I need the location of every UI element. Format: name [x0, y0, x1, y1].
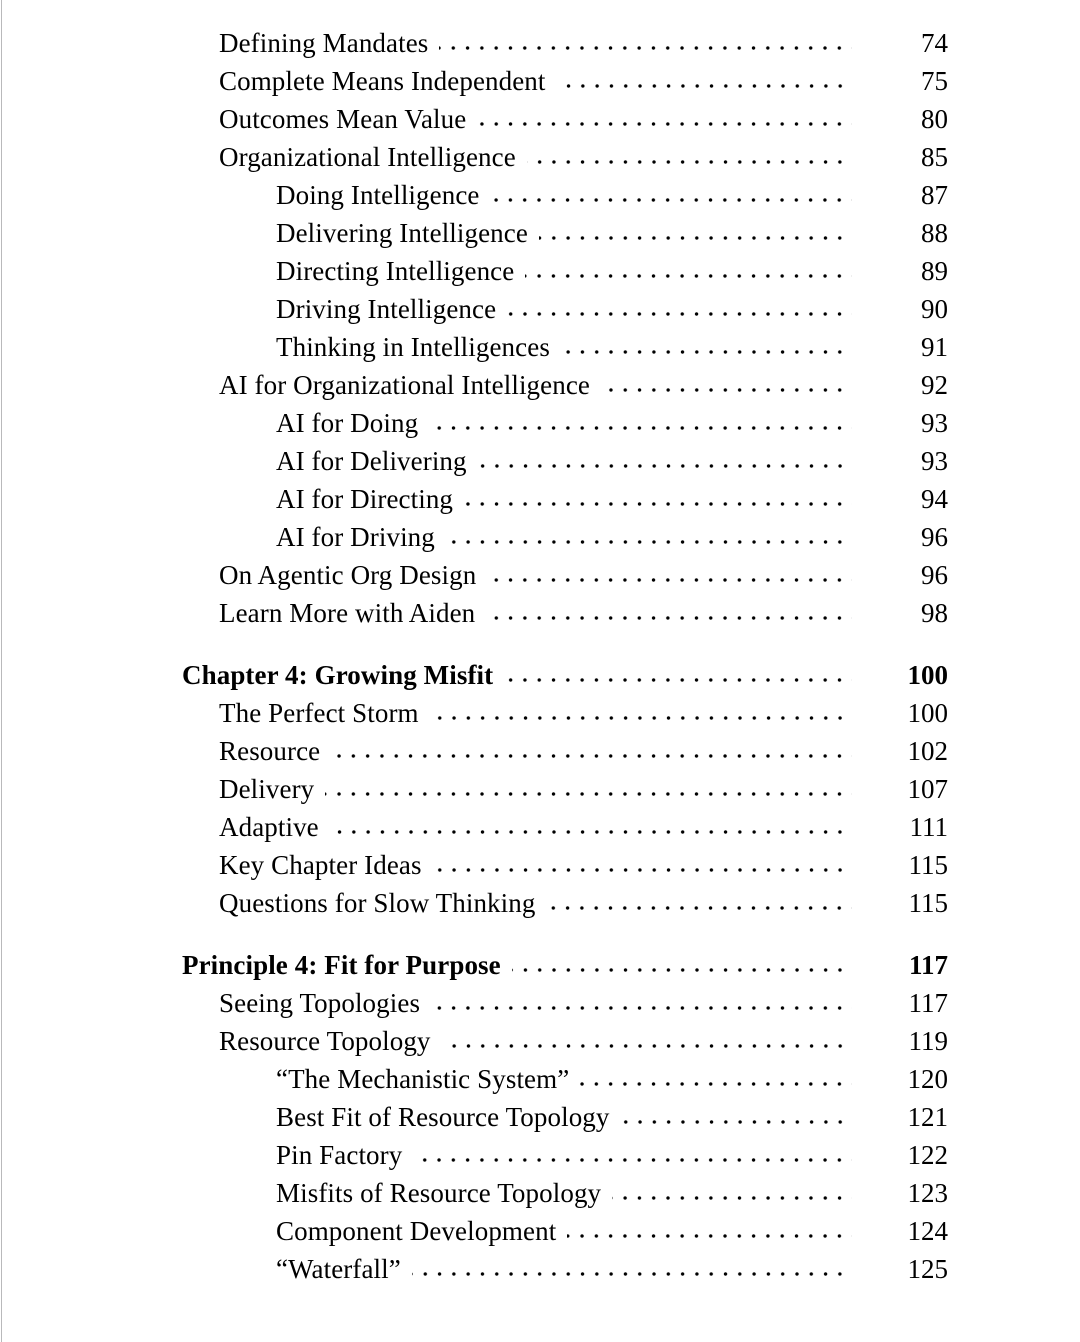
toc-entry[interactable] — [0, 732, 1080, 770]
toc-entry[interactable] — [0, 1174, 1080, 1212]
toc-entry-inner — [276, 518, 948, 556]
toc-entry[interactable] — [0, 946, 1080, 984]
toc-entry-title: Misfits of Resource Topology — [276, 1178, 602, 1208]
toc-entry[interactable] — [0, 138, 1080, 176]
toc-entry[interactable] — [0, 1136, 1080, 1174]
dot-leader — [580, 1066, 852, 1093]
toc-page-number: 107 — [907, 774, 948, 804]
toc-entry-title: Key Chapter Ideas — [219, 850, 422, 880]
toc-entry-inner — [276, 1136, 948, 1174]
toc-entry-inner — [182, 656, 948, 694]
toc-entry-title: Organizational Intelligence — [219, 142, 516, 172]
toc-entry-title: Outcomes Mean Value — [219, 104, 467, 134]
toc-entry-inner — [219, 594, 948, 632]
toc-entry[interactable] — [0, 1022, 1080, 1060]
dot-leader — [430, 700, 852, 727]
dot-leader — [464, 486, 852, 513]
dot-leader — [601, 372, 852, 399]
toc-entry-inner — [219, 770, 948, 808]
toc-page-number: 100 — [907, 660, 948, 690]
toc-page-number: 88 — [921, 218, 948, 248]
dot-leader — [567, 1218, 852, 1245]
toc-entry-title: Driving Intelligence — [276, 294, 497, 324]
toc-entry-inner — [219, 808, 948, 846]
toc-entry-title: Delivering Intelligence — [276, 218, 528, 248]
toc-page-number: 74 — [921, 28, 948, 58]
toc-entry-inner — [219, 694, 948, 732]
toc-entry[interactable] — [0, 100, 1080, 138]
toc-entry[interactable] — [0, 984, 1080, 1022]
toc-entry-title: AI for Directing — [276, 484, 454, 514]
toc-page-number: 80 — [921, 104, 948, 134]
toc-entry-inner — [219, 366, 948, 404]
toc-entry-title: The Perfect Storm — [219, 698, 419, 728]
toc-entry-title: Resource — [219, 736, 321, 766]
toc-entry[interactable] — [0, 770, 1080, 808]
dot-leader — [412, 1256, 852, 1283]
dot-leader — [487, 562, 852, 589]
toc-entry-inner — [219, 984, 948, 1022]
toc-page-number: 98 — [921, 598, 948, 628]
toc-page-number: 93 — [921, 408, 948, 438]
dot-leader — [413, 1142, 852, 1169]
dot-leader — [490, 182, 852, 209]
toc-entry-inner — [219, 24, 948, 62]
toc-entry[interactable] — [0, 290, 1080, 328]
toc-entry-inner — [219, 100, 948, 138]
toc-entry-title: On Agentic Org Design — [219, 560, 477, 590]
toc-entry[interactable] — [0, 366, 1080, 404]
toc-entry[interactable] — [0, 404, 1080, 442]
toc-entry-title: AI for Doing — [276, 408, 419, 438]
toc-entry[interactable] — [0, 442, 1080, 480]
dot-leader — [557, 68, 852, 95]
toc-page-number: 96 — [921, 522, 948, 552]
dot-leader — [325, 776, 852, 803]
dot-leader — [539, 220, 852, 247]
toc-page-number: 121 — [907, 1102, 948, 1132]
toc-page-number: 100 — [907, 698, 948, 728]
toc-entry-inner — [219, 62, 948, 100]
toc-entry-title: Best Fit of Resource Topology — [276, 1102, 610, 1132]
dot-leader — [507, 296, 852, 323]
toc-page-number: 122 — [907, 1140, 948, 1170]
dot-leader — [433, 852, 852, 879]
toc-entry-title: Doing Intelligence — [276, 180, 480, 210]
dot-leader — [504, 662, 852, 689]
dot-leader — [621, 1104, 853, 1131]
toc-entry[interactable] — [0, 808, 1080, 846]
toc-entry-inner — [219, 1022, 948, 1060]
toc-entry[interactable] — [0, 1250, 1080, 1288]
toc-entry[interactable] — [0, 594, 1080, 632]
toc-page-number: 89 — [921, 256, 948, 286]
toc-entry-inner — [276, 290, 948, 328]
toc-entry-inner — [276, 1174, 948, 1212]
toc-entry[interactable] — [0, 328, 1080, 366]
toc-entry[interactable] — [0, 24, 1080, 62]
toc-page-number: 94 — [921, 484, 948, 514]
toc-entry-inner — [276, 1250, 948, 1288]
toc-page-number: 102 — [907, 736, 948, 766]
toc-page-number: 124 — [907, 1216, 948, 1246]
dot-leader — [477, 106, 852, 133]
toc-entry-inner — [219, 556, 948, 594]
toc-entry-title: Principle 4: Fit for Purpose — [182, 950, 501, 980]
toc-page-number: 93 — [921, 446, 948, 476]
toc-page-number: 92 — [921, 370, 948, 400]
toc-entry-inner — [276, 214, 948, 252]
toc-entry-inner — [182, 946, 948, 984]
toc-entry-title: Component Development — [276, 1216, 557, 1246]
dot-leader — [512, 952, 852, 979]
dot-leader — [446, 524, 852, 551]
toc-entry[interactable] — [0, 1098, 1080, 1136]
toc-page-number: 75 — [921, 66, 948, 96]
toc-entry-inner — [276, 328, 948, 366]
toc-entry-inner — [276, 252, 948, 290]
toc-entry-inner — [276, 1212, 948, 1250]
toc-entry-inner — [219, 884, 948, 922]
toc-page-number: 119 — [908, 1026, 948, 1056]
toc-entry-title: AI for Driving — [276, 522, 435, 552]
toc-page-number: 115 — [908, 888, 948, 918]
toc-entry-title: Defining Mandates — [219, 28, 429, 58]
toc-entry[interactable] — [0, 1212, 1080, 1250]
toc-entry[interactable] — [0, 656, 1080, 694]
toc-entry[interactable] — [0, 694, 1080, 732]
dot-leader — [525, 258, 852, 285]
toc-entry-title: Thinking in Intelligences — [276, 332, 550, 362]
dot-leader — [527, 144, 852, 171]
toc-entry-inner — [219, 732, 948, 770]
toc-entry-title: Directing Intelligence — [276, 256, 515, 286]
toc-entry[interactable] — [0, 846, 1080, 884]
toc-page-number: 117 — [908, 988, 948, 1018]
toc-entry[interactable] — [0, 1060, 1080, 1098]
toc-entry-title: AI for Organizational Intelligence — [219, 370, 590, 400]
toc-page-number: 85 — [921, 142, 948, 172]
dot-leader — [431, 990, 852, 1017]
toc-entry-title: “Waterfall” — [276, 1254, 401, 1284]
toc-entry-title: Delivery — [219, 774, 315, 804]
toc-page-number: 111 — [909, 812, 948, 842]
toc-entry[interactable] — [0, 518, 1080, 556]
toc-entry[interactable] — [0, 176, 1080, 214]
toc-entry-title: Seeing Topologies — [219, 988, 421, 1018]
toc-entry-inner — [276, 480, 948, 518]
dot-leader — [442, 1028, 852, 1055]
toc-entry-title: Resource Topology — [219, 1026, 431, 1056]
toc-entry[interactable] — [0, 62, 1080, 100]
toc-page-number: 115 — [908, 850, 948, 880]
toc-entry-title: Pin Factory — [276, 1140, 403, 1170]
toc-entry-inner — [276, 176, 948, 214]
toc-page-number: 91 — [921, 332, 948, 362]
dot-leader — [612, 1180, 852, 1207]
toc-entry-inner — [276, 404, 948, 442]
toc-page-number: 90 — [921, 294, 948, 324]
toc-entry[interactable] — [0, 884, 1080, 922]
dot-leader — [478, 448, 852, 475]
toc-page-number: 96 — [921, 560, 948, 590]
dot-leader — [439, 30, 852, 57]
toc-entry-inner — [219, 846, 948, 884]
toc-entry-title: Chapter 4: Growing Misfit — [182, 660, 494, 690]
dot-leader — [561, 334, 852, 361]
toc-entry-inner — [276, 1060, 948, 1098]
toc-entry-title: AI for Delivering — [276, 446, 467, 476]
toc-entry-inner — [276, 442, 948, 480]
toc-entry-inner — [276, 1098, 948, 1136]
dot-leader — [486, 600, 852, 627]
toc-entry-inner — [219, 138, 948, 176]
toc-entry-title: Complete Means Independent — [219, 66, 546, 96]
toc-page-number: 120 — [907, 1064, 948, 1094]
dot-leader — [429, 410, 852, 437]
toc-page-number: 125 — [907, 1254, 948, 1284]
toc-page-number: 117 — [908, 950, 948, 980]
dot-leader — [330, 814, 852, 841]
toc-entry[interactable] — [0, 556, 1080, 594]
dot-leader — [331, 738, 852, 765]
toc-page-number: 123 — [907, 1178, 948, 1208]
toc-entry-title: Learn More with Aiden — [219, 598, 476, 628]
dot-leader — [546, 890, 852, 917]
toc-entry-title: Adaptive — [219, 812, 319, 842]
toc-entry-title: Questions for Slow Thinking — [219, 888, 536, 918]
toc-entry[interactable] — [0, 214, 1080, 252]
toc-entry-title: “The Mechanistic System” — [276, 1064, 570, 1094]
toc-entry[interactable] — [0, 252, 1080, 290]
toc-page-number: 87 — [921, 180, 948, 210]
toc-entry[interactable] — [0, 480, 1080, 518]
